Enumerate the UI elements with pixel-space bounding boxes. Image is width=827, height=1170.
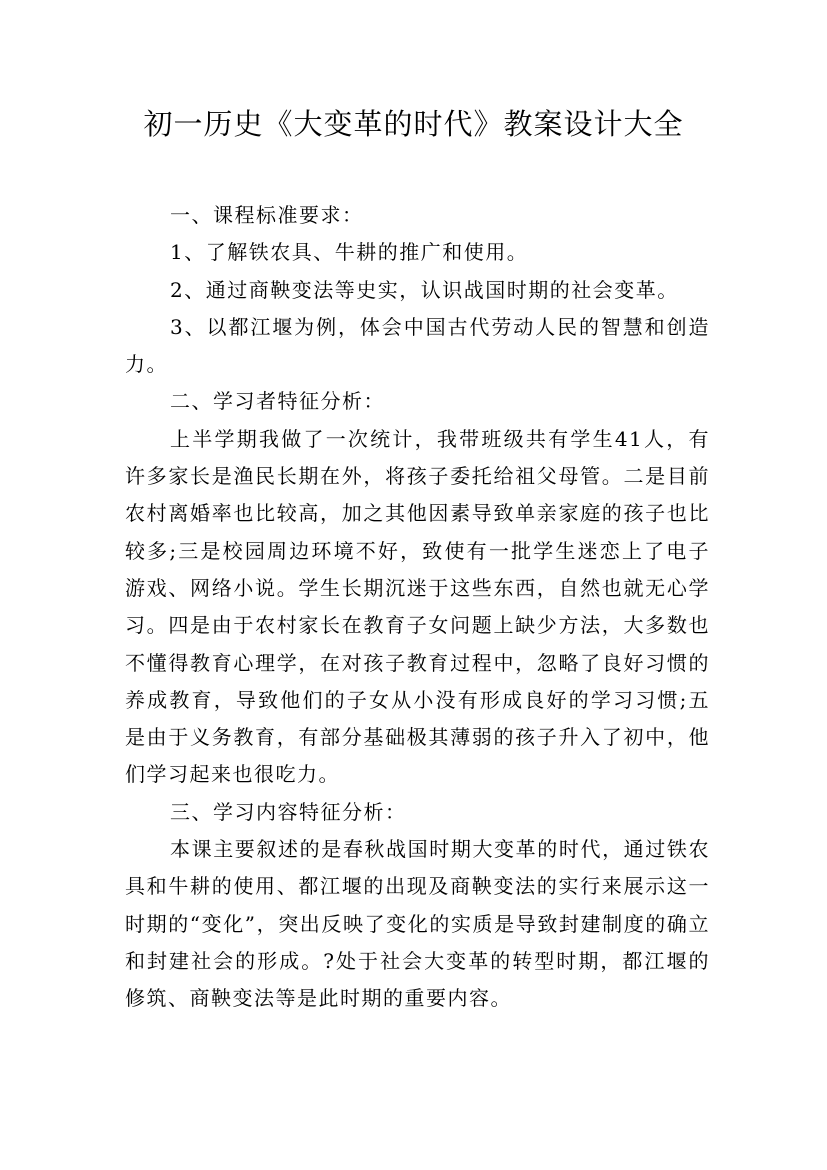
document-title: 初一历史《大变革的时代》教案设计大全 [143,107,684,141]
section-heading-learner-analysis: 二、学习者特征分析： [170,389,385,414]
learner-analysis-paragraph: 上半学期我做了一次统计，我带班级共有学生41人，有许多家长是渔民长期在外，将孩子委托给祖父母管。二是目前农村离婚率也比较高，加之其他因素导致单亲家庭的孩子也比较多;三是校园周边环境不好，致使有一批学生迷恋上了电子游戏、网络小说。学生长期沉迷于这些东西，自然也就无心学习。四是由于农村家长在教育子女问题上缺少方法，大多数也不懂得教育心理学，在对孩子教育过程中，忽略了良好习惯的养成教育，导致他们的子女从小没有形成良好的学习习惯;五是由于义务教育，有部分基础极其薄弱的孩子升入了初中，他们学习起来也很吃力。 [125,426,710,787]
section-heading-content-analysis: 三、学习内容特征分析： [170,799,407,824]
document-body [125,197,710,1018]
curriculum-item-2: 2、通过商鞅变法等史实，认识战国时期的社会变革。 [170,277,679,302]
curriculum-item-1: 1、了解铁农具、牛耕的推广和使用。 [170,240,529,265]
content-analysis-paragraph: 本课主要叙述的是春秋战国时期大变革的时代，通过铁农具和牛耕的使用、都江堰的出现及商鞅变法的实行来展示这一时期的“变化”，突出反映了变化的实质是导致封建制度的确立和封建社会的形成。?处于社会大变革的转型时期，都江堰的修筑、商鞅变法等是此时期的重要内容。 [125,837,710,1011]
section-heading-curriculum: 一、课程标准要求： [170,203,364,227]
curriculum-item-3: 3、以都江堰为例，体会中国古代劳动人民的智慧和创造力。 [125,314,710,377]
